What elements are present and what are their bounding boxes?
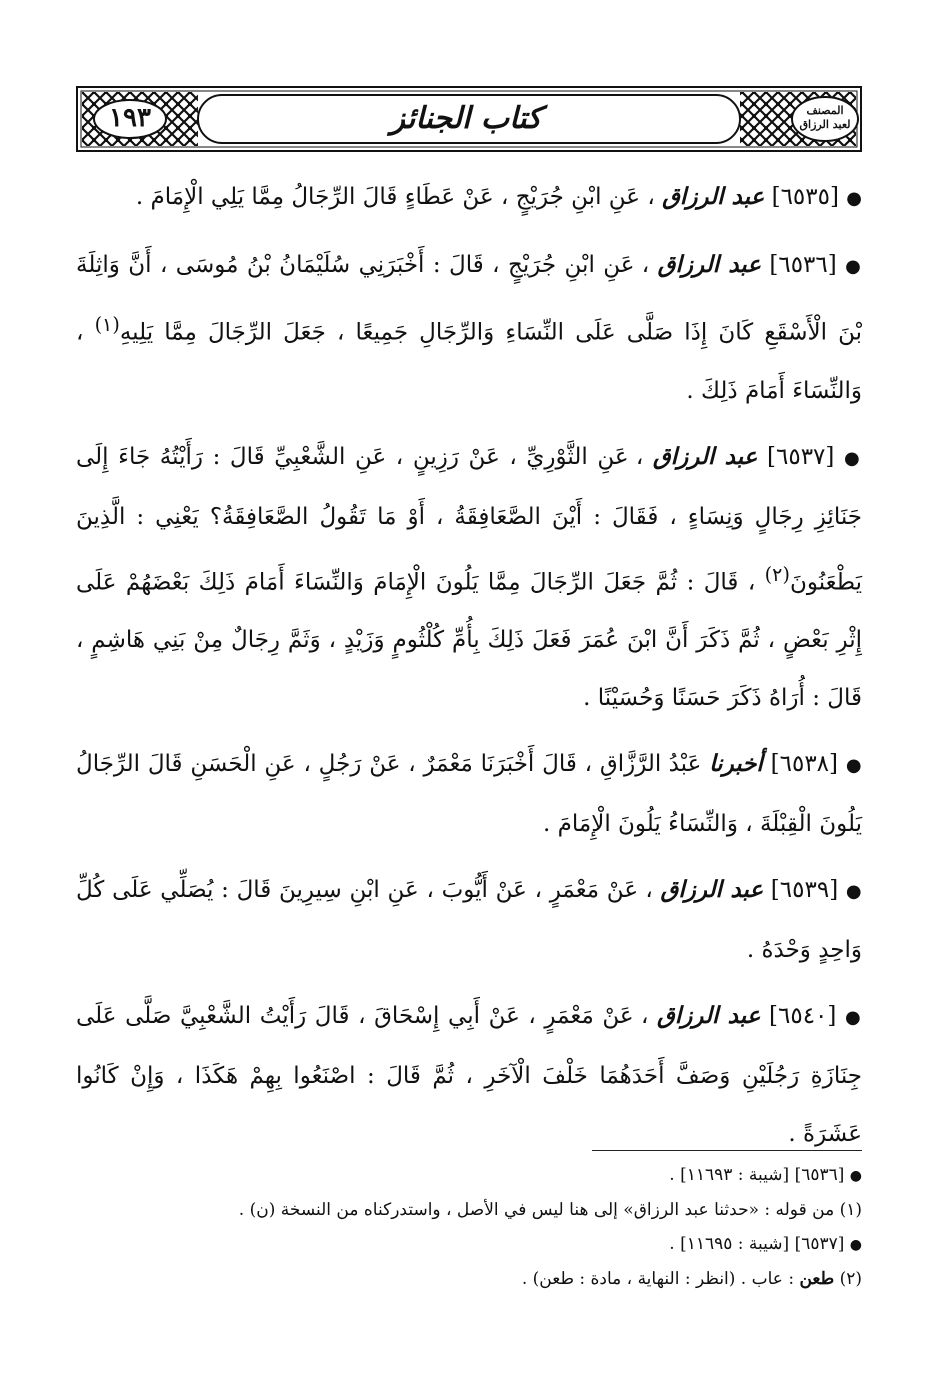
hadith-number: [٦٥٣٨] — [770, 751, 839, 778]
bullet-icon: ● — [844, 447, 862, 469]
hadith-text: ، عَنْ مَعْمَرٍ ، عَنْ أَبِي إِسْحَاقَ ، قَالَ رَأَيْتُ الشَّعْبِيَّ صَلَّى عَلَى جِنَازَةِ رَجُلَيْنِ وَصَفَّ أَحَدَهُمَا خَلْفَ الْآخَرِ ، ثُمَّ قَالَ : اصْنَعُوا بِهِمْ هَكَذَا ، وَإِنْ كَانُوا عَشَرَةً . — [76, 1003, 862, 1148]
hadith-text: عَبْدُ الرَّزَّاقِ ، قَالَ أَخْبَرَنَا مَعْمَرٌ ، عَنْ رَجُلٍ ، عَنِ الْحَسَنِ قَالَ الرِّجَالُ يَلُونَ الْقِبْلَةَ ، وَالنِّسَاءُ يَلُونَ الْإِمَامَ . — [76, 751, 862, 838]
hadith-number: [٦٥٤٠] — [769, 1003, 837, 1030]
author-mark-line1: المصنف — [806, 104, 844, 117]
hadith-6538 — [76, 735, 862, 853]
hadith-6535 — [76, 168, 862, 228]
page-header — [76, 86, 862, 152]
hadith-number: [٦٥٣٥] — [771, 184, 839, 210]
book-title: كتاب الجنائز — [390, 100, 542, 136]
hadith-narrator: عبد الرزاق — [656, 1002, 761, 1030]
source-note-6536 — [76, 1158, 862, 1193]
hadith-narrator: عبد الرزاق — [657, 251, 761, 278]
bullet-icon: ● — [845, 755, 863, 777]
hadith-narrator: عبد الرزاق — [660, 876, 764, 904]
hadith-list — [76, 168, 862, 1171]
note-text: من قوله : «حدثنا عبد الرزاق» إلى هنا ليس في الأصل ، واستدركناه من النسخة (ن) . — [238, 1200, 835, 1220]
hadith-number: [٦٥٣٦] — [769, 252, 837, 278]
note-text: [٦٥٣٦] [شيبة : ١١٦٩٣] . — [669, 1165, 845, 1185]
footnotes — [76, 1158, 862, 1296]
bullet-icon: ● — [845, 881, 863, 903]
hadith-6539 — [76, 861, 862, 979]
source-note-6537 — [76, 1227, 862, 1262]
footnote-label: (٢) — [839, 1269, 862, 1289]
note-text: [٦٥٣٧] [شيبة : ١١٦٩٥] . — [669, 1234, 845, 1254]
footnote-label: (١) — [839, 1200, 862, 1220]
hadith-text: ، عَنْ مَعْمَرٍ ، عَنْ أَيُّوبَ ، عَنِ ابْنِ سِيرِينَ قَالَ : يُصَلِّي عَلَى كُلِّ وَاحِدٍ وَحْدَهُ . — [76, 877, 862, 964]
footnote-ref[interactable]: (١) — [94, 313, 120, 336]
hadith-text: ، عَنِ ابْنِ جُرَيْجٍ ، قَالَ : أَخْبَرَنِي سُلَيْمَانُ بْنُ مُوسَى ، أَنَّ وَاثِلَةَ بْنَ الْأَسْقَعِ كَانَ إِذَا صَلَّى عَلَى النِّسَاءِ وَالرِّجَالِ جَمِيعًا ، جَعَلَ الرِّجَالَ مِمَّا يَلِيهِ — [76, 252, 863, 346]
hadith-narrator: عبد الرزاق — [662, 183, 765, 210]
hadith-6537 — [76, 428, 862, 728]
hadith-text-continued: ، وَالنِّسَاءَ أَمَامَ ذَلِكَ . — [76, 319, 862, 404]
hadith-narrator: أخبرنا — [709, 750, 763, 778]
footnote-term: طعن — [799, 1269, 835, 1289]
hadith-6536 — [76, 236, 862, 420]
footnote-1 — [76, 1193, 862, 1227]
hadith-6540 — [76, 987, 862, 1163]
hadith-text: ، عَنِ الثَّوْرِيِّ ، عَنْ رَزِينٍ ، عَنِ الشَّعْبِيِّ قَالَ : رَأَيْتُهُ جَاءَ إِلَى جَنَائِزِ رِجَالٍ وَنِسَاءٍ ، فَقَالَ : أَيْنَ الصَّعَافِقَةُ ، أَوْ مَا تَقُولُ الصَّعَافِقَةُ؟ يَعْنِي : الَّذِينَ يَطْعَنُونَ — [76, 443, 863, 596]
hadith-number: [٦٥٣٧] — [767, 443, 835, 470]
footnote-ref[interactable]: (٢) — [764, 562, 790, 586]
bullet-icon: ● — [849, 1237, 862, 1253]
hadith-text: ، عَنِ ابْنِ جُرَيْجٍ ، عَنْ عَطَاءٍ قَالَ الرِّجَالُ مِمَّا يَلِي الْإِمَامَ . — [135, 184, 655, 210]
hadith-text-continued: ، قَالَ : ثُمَّ جَعَلَ الرِّجَالَ مِمَّا يَلُونَ الْإِمَامَ وَالنِّسَاءَ أَمَامَ ذَلِكَ بَعْضَهُمْ عَلَى إِثْرِ بَعْضٍ ، ثُمَّ ذَكَرَ أَنَّ ابْنَ عُمَرَ فَعَلَ ذَلِكَ بِأُمِّ كُلْثُومٍ وَزَيْدٍ ، وَثَمَّ رِجَالٌ مِنْ بَنِي هَاشِمٍ ، قَالَ : أُرَاهُ ذَكَرَ حَسَنًا وَحُسَيْنًا . — [76, 569, 862, 712]
note-text: : عاب . (انظر : النهاية ، مادة : طعن) . — [521, 1269, 795, 1289]
footnote-separator — [592, 1150, 862, 1151]
hadith-narrator: عبد الرزاق — [652, 442, 758, 470]
author-mark — [794, 97, 856, 139]
hadith-number: [٦٥٣٩] — [770, 877, 839, 904]
bullet-icon: ● — [845, 256, 862, 277]
bullet-icon: ● — [845, 1007, 862, 1029]
page-number: ١٩٣ — [109, 103, 151, 133]
author-mark-line2: لعبد الرزاق — [799, 118, 851, 131]
bullet-icon: ● — [846, 188, 862, 209]
bullet-icon: ● — [849, 1168, 862, 1184]
footnote-2 — [76, 1262, 862, 1296]
